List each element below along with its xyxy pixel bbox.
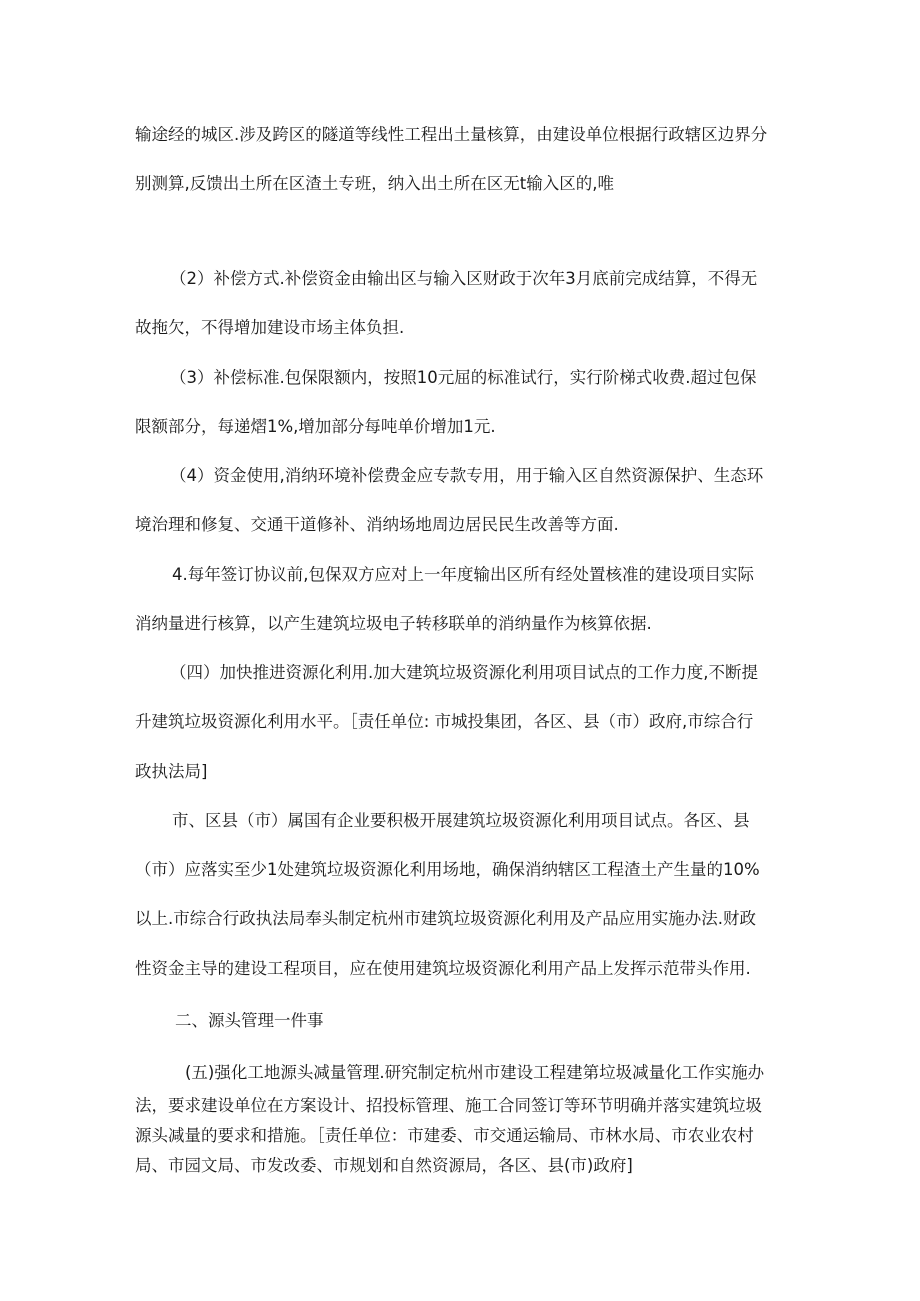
- paragraph-line: （2）补偿方式.补偿资金由输出区与输入区财政于次年3月底前完成结算，不得无: [170, 269, 758, 288]
- paragraph-line: 升建筑垃圾资源化利用水平。［责任单位: 市城投集团，各区、县（市）政府,市综合行: [135, 712, 754, 731]
- paragraph-line: 输途经的城区.涉及跨区的隧道等线性工程出土量核算，由建设单位根据行政辖区边界分: [135, 125, 768, 144]
- paragraph-line: 限额部分，每递熠1%,增加部分每吨单价增加1元.: [135, 417, 496, 436]
- section-title: 二、源头管理一件事: [175, 1011, 324, 1030]
- paragraph-line: 境治理和修复、交通干道修补、消纳场地周边居民民生改善等方面.: [135, 515, 619, 534]
- paragraph-line: 4.每年签订协议前,包保双方应对上一年度输出区所有经处置核准的建设项目实际: [172, 565, 754, 584]
- paragraph-line: 政执法局]: [135, 762, 208, 781]
- paragraph-line: 以上.市综合行政执法局奉头制定杭州市建筑垃圾资源化利用及产品应用实施办法.财政: [135, 909, 756, 928]
- section-heading-line: (五)强化工地源头减量管理.研究制定杭州市建设工程建第垃圾减量化工作实施办: [185, 1063, 765, 1082]
- paragraph-line: 市、区县（市）属国有企业要积极开展建筑垃圾资源化利用项目试点。各区、县: [172, 811, 750, 830]
- paragraph-line: 消纳量进行核算，以产生建筑垃圾电子转移联单的消纳量作为核算依据.: [135, 614, 652, 633]
- paragraph-line: 源头减量的要求和措施。［责任单位：市建委、市交通运输局、市林水局、市农业农村: [135, 1126, 754, 1145]
- paragraph-line: 性资金主导的建设工程项目，应在使用建筑垃圾资源化利用产品上发挥示范带头作用.: [135, 959, 751, 978]
- paragraph-line: 别测算,反馈出土所在区渣土专班，纳入出土所在区无t输入区的,唯: [135, 174, 614, 193]
- paragraph-line: 局、市园文局、市发改委、市规划和自然资源局，各区、县(市)政府]: [135, 1156, 633, 1175]
- paragraph-line: （4）资金使用,消纳环境补偿费金应专款专用，用于输入区自然资源保护、生态环: [170, 466, 764, 485]
- section-heading-line: （四）加快推进资源化利用.加大建筑垃圾资源化利用项目试点的工作力度,不断提: [170, 663, 758, 682]
- paragraph-line: 故拖欠，不得增加建设市场主体负担.: [135, 318, 405, 337]
- paragraph-line: 法，要求建设单位在方案设计、招投标管理、施工合同签订等环节明确并落实建筑垃圾: [135, 1096, 762, 1115]
- paragraph-line: （3）补偿标准.包保限额内，按照10元屈的标准试行，实行阶梯式收费.超过包保: [170, 368, 757, 387]
- paragraph-line: （市）应落实至少1处建筑垃圾资源化利用场地，确保消纳辖区工程渣土产生量的10%: [135, 860, 760, 879]
